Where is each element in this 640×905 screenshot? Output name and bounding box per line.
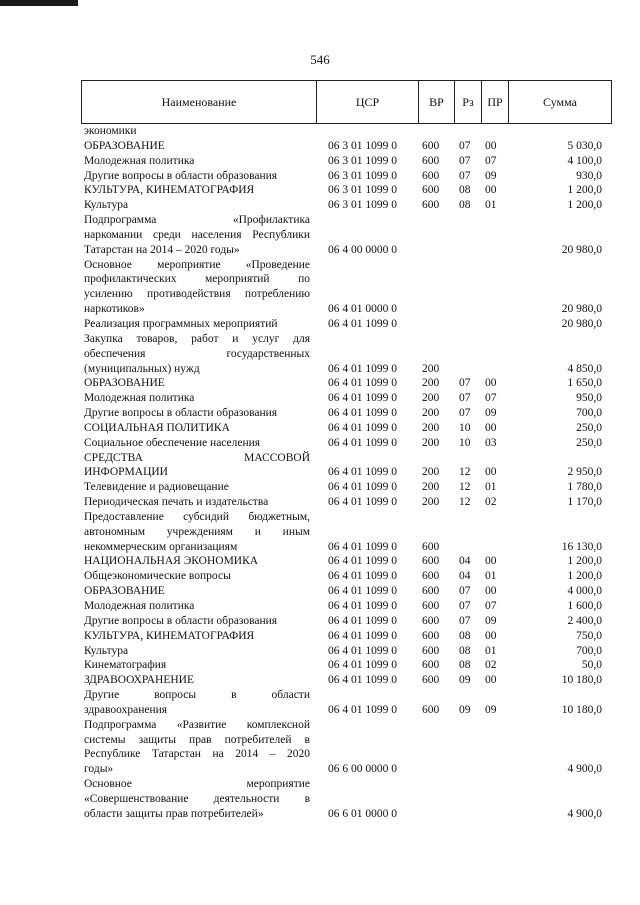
- cell-csr: 06 4 01 1099 0: [328, 436, 397, 449]
- cell-pr: 00: [485, 377, 497, 390]
- cell-pr: 09: [485, 703, 497, 716]
- table-row: [0, 391, 640, 406]
- cell-pr: 09: [485, 407, 497, 420]
- table-row: [0, 762, 640, 777]
- cell-vr: 600: [422, 184, 440, 197]
- cell-csr: 06 4 01 1099 0: [328, 555, 397, 568]
- cell-vr: 200: [422, 436, 440, 449]
- table-row: [0, 198, 640, 213]
- cell-rz: 07: [459, 169, 471, 182]
- cell-name: Республике Татарстан на 2014 – 2020: [84, 748, 310, 761]
- cell-vr: 600: [422, 703, 440, 716]
- cell-sum: 700,0: [576, 407, 602, 420]
- cell-name: усилению противодействия потреблению: [84, 288, 310, 301]
- cell-pr: 00: [485, 466, 497, 479]
- cell-csr: 06 4 01 1099 0: [328, 362, 397, 375]
- column-header-rz: Рз: [455, 81, 482, 124]
- cell-pr: 01: [485, 570, 497, 583]
- cell-pr: 02: [485, 496, 497, 509]
- table-row: [0, 139, 640, 154]
- cell-name: Другие вопросы в области образования: [84, 407, 278, 420]
- table-row: [0, 302, 640, 317]
- table-row: [0, 183, 640, 198]
- cell-rz: 07: [459, 392, 471, 405]
- cell-name: наркотиков»: [84, 303, 145, 316]
- cell-sum: 250,0: [576, 436, 602, 449]
- cell-csr: 06 4 01 0000 0: [328, 303, 397, 316]
- cell-sum: 10 180,0: [561, 703, 602, 716]
- cell-pr: 09: [485, 614, 497, 627]
- scan-corner-mark: [0, 0, 78, 6]
- cell-name: НАЦИОНАЛЬНАЯ ЭКОНОМИКА: [84, 555, 259, 568]
- cell-csr: 06 6 01 0000 0: [328, 807, 397, 820]
- cell-sum: 1 200,0: [567, 199, 602, 212]
- cell-name: Другие вопросы в области: [84, 689, 310, 702]
- cell-name: Другие вопросы в области образования: [84, 169, 278, 182]
- cell-vr: 600: [422, 570, 440, 583]
- cell-pr: 00: [485, 139, 497, 152]
- cell-pr: 00: [485, 585, 497, 598]
- cell-rz: 08: [459, 199, 471, 212]
- cell-vr: 200: [422, 466, 440, 479]
- cell-pr: 01: [485, 199, 497, 212]
- cell-sum: 2 400,0: [567, 614, 602, 627]
- table-row: [0, 258, 640, 273]
- cell-name: автономным учреждениям и иным: [84, 525, 310, 538]
- cell-pr: 03: [485, 436, 497, 449]
- cell-sum: 5 030,0: [567, 139, 602, 152]
- cell-vr: 600: [422, 169, 440, 182]
- table-row: [0, 718, 640, 733]
- cell-name: профилактических мероприятий по: [84, 273, 310, 286]
- cell-csr: 06 4 01 1099 0: [328, 466, 397, 479]
- cell-rz: 07: [459, 614, 471, 627]
- cell-name: Татарстан на 2014 – 2020 годы»: [84, 243, 240, 256]
- cell-csr: 06 4 01 1099 0: [328, 570, 397, 583]
- cell-vr: 200: [422, 421, 440, 434]
- column-header-pr: ПР: [482, 81, 509, 124]
- cell-sum: 20 980,0: [561, 243, 602, 256]
- cell-name: Общеэкономические вопросы: [84, 570, 231, 583]
- cell-csr: 06 3 01 1099 0: [328, 169, 397, 182]
- table-row: [0, 480, 640, 495]
- table-row: [0, 747, 640, 762]
- cell-csr: 06 3 01 1099 0: [328, 199, 397, 212]
- cell-name: экономики: [84, 125, 137, 137]
- table-row: [0, 124, 640, 139]
- table-row: [0, 584, 640, 599]
- table-row: [0, 228, 640, 243]
- cell-csr: 06 4 01 1099 0: [328, 585, 397, 598]
- table-row: [0, 688, 640, 703]
- cell-rz: 07: [459, 377, 471, 390]
- table-row: [0, 154, 640, 169]
- table-row: [0, 243, 640, 258]
- cell-name: ЗДРАВООХРАНЕНИЕ: [84, 674, 195, 687]
- cell-name: Молодежная политика: [84, 392, 195, 405]
- cell-rz: 12: [459, 466, 471, 479]
- table-row: [0, 169, 640, 184]
- cell-sum: 4 900,0: [567, 807, 602, 820]
- cell-name: Молодежная политика: [84, 154, 195, 167]
- cell-csr: 06 4 00 0000 0: [328, 243, 397, 256]
- cell-sum: 1 170,0: [567, 496, 602, 509]
- cell-name: ОБРАЗОВАНИЕ: [84, 139, 165, 152]
- column-header-sum: Сумма: [509, 81, 612, 124]
- cell-csr: 06 4 01 1099 0: [328, 659, 397, 672]
- cell-name: Социальное обеспечение населения: [84, 436, 261, 449]
- cell-pr: 00: [485, 674, 497, 687]
- cell-vr: 200: [422, 407, 440, 420]
- cell-pr: 00: [485, 184, 497, 197]
- table-row: [0, 614, 640, 629]
- cell-vr: 600: [422, 614, 440, 627]
- cell-vr: 600: [422, 629, 440, 642]
- cell-name: «Совершенствование деятельности в: [84, 792, 310, 805]
- table-row: [0, 569, 640, 584]
- cell-csr: 06 4 01 1099 0: [328, 644, 397, 657]
- cell-name: Периодическая печать и издательства: [84, 496, 269, 509]
- cell-vr: 600: [422, 600, 440, 612]
- table-row: [0, 213, 640, 228]
- budget-table-body: [0, 124, 640, 822]
- cell-name: Культура: [84, 199, 129, 212]
- cell-name: Телевидение и радиовещание: [84, 481, 229, 494]
- cell-sum: 4 000,0: [567, 585, 602, 598]
- cell-csr: 06 3 01 1099 0: [328, 184, 397, 197]
- table-row: [0, 347, 640, 362]
- cell-pr: 07: [485, 392, 497, 405]
- cell-pr: 00: [485, 421, 497, 434]
- cell-sum: 2 950,0: [567, 466, 602, 479]
- cell-rz: 08: [459, 659, 471, 672]
- cell-rz: 12: [459, 496, 471, 509]
- cell-rz: 07: [459, 139, 471, 152]
- cell-sum: 1 600,0: [567, 600, 602, 612]
- table-row: [0, 406, 640, 421]
- cell-csr: 06 4 01 1099 0: [328, 600, 397, 612]
- cell-name: обеспечения государственных: [84, 347, 310, 360]
- table-row: [0, 733, 640, 748]
- cell-sum: 1 200,0: [567, 570, 602, 583]
- cell-name: ОБРАЗОВАНИЕ: [84, 585, 165, 598]
- cell-name: области защиты прав потребителей»: [84, 807, 264, 820]
- cell-name: Предоставление субсидий бюджетным,: [84, 510, 310, 523]
- table-row: [0, 629, 640, 644]
- cell-csr: 06 4 01 1099 0: [328, 421, 397, 434]
- cell-rz: 07: [459, 585, 471, 598]
- table-row: [0, 807, 640, 822]
- cell-vr: 600: [422, 199, 440, 212]
- cell-rz: 08: [459, 629, 471, 642]
- table-row: [0, 317, 640, 332]
- cell-name: Другие вопросы в области образования: [84, 614, 278, 627]
- cell-pr: 09: [485, 169, 497, 182]
- table-row: [0, 421, 640, 436]
- cell-csr: 06 4 01 1099 0: [328, 481, 397, 494]
- cell-pr: 00: [485, 555, 497, 568]
- cell-name: ОБРАЗОВАНИЕ: [84, 377, 165, 390]
- cell-rz: 12: [459, 481, 471, 494]
- cell-sum: 1 780,0: [567, 481, 602, 494]
- table-row: [0, 287, 640, 302]
- table-row: [0, 376, 640, 391]
- cell-vr: 600: [422, 154, 440, 167]
- cell-vr: 200: [422, 496, 440, 509]
- cell-csr: 06 4 01 1099 0: [328, 317, 397, 330]
- table-row: [0, 599, 640, 614]
- cell-rz: 10: [459, 436, 471, 449]
- cell-name: (муниципальных) нужд: [84, 362, 200, 375]
- table-row: [0, 673, 640, 688]
- column-header-csr: ЦСР: [317, 81, 419, 124]
- cell-name: некоммерческим организациям: [84, 540, 238, 553]
- cell-sum: 4 850,0: [567, 362, 602, 375]
- cell-vr: 200: [422, 362, 440, 375]
- cell-sum: 10 180,0: [561, 674, 602, 687]
- cell-csr: 06 4 01 1099 0: [328, 540, 397, 553]
- cell-sum: 1 200,0: [567, 555, 602, 568]
- cell-name: Основное мероприятие «Проведение: [84, 258, 310, 271]
- cell-name: Основное мероприятие: [84, 778, 310, 791]
- cell-sum: 1 200,0: [567, 184, 602, 197]
- cell-sum: 930,0: [576, 169, 602, 182]
- cell-sum: 4 100,0: [567, 154, 602, 167]
- cell-name: СОЦИАЛЬНАЯ ПОЛИТИКА: [84, 421, 230, 434]
- cell-name: здравоохранения: [84, 703, 168, 716]
- cell-vr: 600: [422, 585, 440, 598]
- table-row: [0, 644, 640, 659]
- cell-sum: 950,0: [576, 392, 602, 405]
- cell-csr: 06 4 01 1099 0: [328, 614, 397, 627]
- cell-pr: 07: [485, 600, 497, 612]
- cell-name: КУЛЬТУРА, КИНЕМАТОГРАФИЯ: [84, 184, 255, 197]
- table-row: [0, 703, 640, 718]
- table-row: [0, 272, 640, 287]
- cell-sum: 700,0: [576, 644, 602, 657]
- cell-sum: 250,0: [576, 421, 602, 434]
- cell-sum: 750,0: [576, 629, 602, 642]
- cell-rz: 08: [459, 184, 471, 197]
- cell-sum: 4 900,0: [567, 763, 602, 776]
- cell-pr: 07: [485, 154, 497, 167]
- cell-name: Подпрограмма «Профилактика: [84, 214, 310, 227]
- cell-name: Культура: [84, 644, 129, 657]
- cell-vr: 600: [422, 674, 440, 687]
- cell-csr: 06 6 00 0000 0: [328, 763, 397, 776]
- cell-name: системы защиты прав потребителей в: [84, 733, 310, 746]
- table-row: [0, 332, 640, 347]
- cell-name: ИНФОРМАЦИИ: [84, 466, 168, 479]
- table-row: [0, 495, 640, 510]
- cell-csr: 06 4 01 1099 0: [328, 629, 397, 642]
- cell-vr: 200: [422, 392, 440, 405]
- cell-rz: 08: [459, 644, 471, 657]
- cell-sum: 50,0: [581, 659, 602, 672]
- cell-vr: 600: [422, 555, 440, 568]
- cell-name: Реализация программных мероприятий: [84, 317, 278, 330]
- cell-csr: 06 4 01 1099 0: [328, 703, 397, 716]
- cell-rz: 07: [459, 600, 471, 612]
- table-row: [0, 554, 640, 569]
- cell-csr: 06 4 01 1099 0: [328, 407, 397, 420]
- cell-name: Подпрограмма «Развитие комплексной: [84, 718, 310, 731]
- cell-sum: 1 650,0: [567, 377, 602, 390]
- cell-name: годы»: [84, 763, 114, 776]
- cell-rz: 07: [459, 154, 471, 167]
- cell-vr: 600: [422, 644, 440, 657]
- cell-vr: 600: [422, 659, 440, 672]
- table-row: [0, 451, 640, 466]
- table-row: [0, 658, 640, 673]
- cell-pr: 01: [485, 644, 497, 657]
- cell-name: КУЛЬТУРА, КИНЕМАТОГРАФИЯ: [84, 629, 255, 642]
- table-row: [0, 777, 640, 792]
- cell-csr: 06 4 01 1099 0: [328, 392, 397, 405]
- cell-rz: 10: [459, 421, 471, 434]
- cell-csr: 06 3 01 1099 0: [328, 139, 397, 152]
- column-header-vr: ВР: [419, 81, 455, 124]
- cell-sum: 20 980,0: [561, 317, 602, 330]
- cell-vr: 600: [422, 139, 440, 152]
- cell-name: СРЕДСТВА МАССОВОЙ: [84, 451, 310, 464]
- table-row: [0, 362, 640, 377]
- cell-name: Молодежная политика: [84, 600, 195, 612]
- cell-rz: 07: [459, 407, 471, 420]
- cell-vr: 200: [422, 481, 440, 494]
- table-row: [0, 465, 640, 480]
- page-number: 546: [310, 52, 330, 67]
- cell-rz: 04: [459, 555, 471, 568]
- cell-rz: 04: [459, 570, 471, 583]
- cell-sum: 16 130,0: [561, 540, 602, 553]
- cell-vr: 200: [422, 377, 440, 390]
- cell-rz: 09: [459, 674, 471, 687]
- cell-csr: 06 4 01 1099 0: [328, 674, 397, 687]
- table-row: [0, 436, 640, 451]
- cell-name: Закупка товаров, работ и услуг для: [84, 332, 310, 345]
- cell-csr: 06 3 01 1099 0: [328, 154, 397, 167]
- cell-csr: 06 4 01 1099 0: [328, 377, 397, 390]
- cell-rz: 09: [459, 703, 471, 716]
- cell-pr: 02: [485, 659, 497, 672]
- cell-sum: 20 980,0: [561, 303, 602, 316]
- cell-csr: 06 4 01 1099 0: [328, 496, 397, 509]
- cell-name: Кинематография: [84, 659, 167, 672]
- cell-vr: 600: [422, 540, 440, 553]
- column-header-name: Наименование: [82, 81, 317, 124]
- cell-pr: 01: [485, 481, 497, 494]
- cell-name: наркомании среди населения Республики: [84, 228, 310, 241]
- table-row: [0, 525, 640, 540]
- table-row: [0, 540, 640, 555]
- table-row: [0, 792, 640, 807]
- table-row: [0, 510, 640, 525]
- table-header: [81, 80, 612, 124]
- cell-pr: 00: [485, 629, 497, 642]
